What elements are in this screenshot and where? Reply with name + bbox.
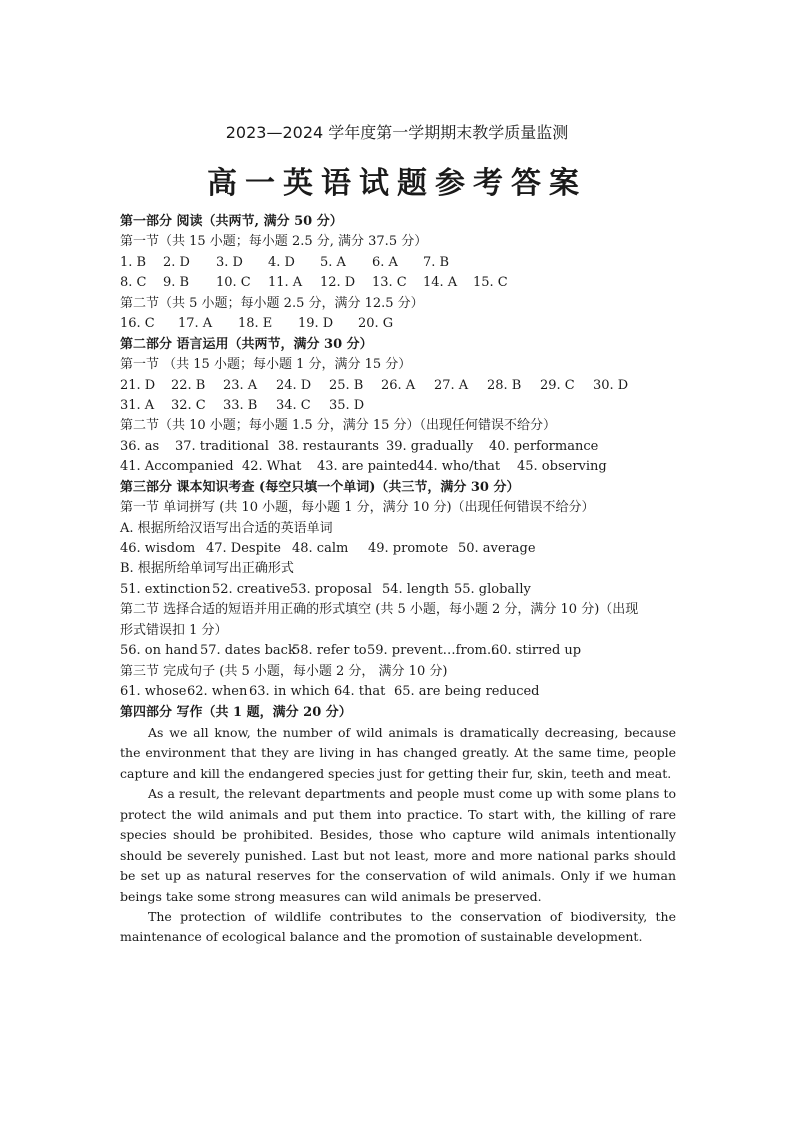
answer-item: 59. prevent…from… [367,643,500,659]
answer-item: 60. stirred up [491,643,582,659]
answer-item: 65. are being reduced [394,684,540,700]
answer-item: 24. D [276,377,312,393]
answer-item: 52. creative [212,581,291,597]
answer-item: 50. average [458,541,536,556]
answer-item: 41. Accompanied [120,459,234,475]
answer-item: 33. B [223,397,258,413]
answer-row [120,273,676,293]
answer-item: 26. A [381,377,416,393]
answer-item: 37. traditional [175,438,269,454]
part4-heading: 第四部分 写作（共 1 题，满分 20 分） [120,704,352,720]
answer-item: 5. A [320,254,346,270]
answer-item: 28. B [487,377,522,393]
answer-item: 22. B [171,377,206,393]
part1-section1-heading: 第一节（共 15 小题；每小题 2.5 分, 满分 37.5 分） [120,234,428,250]
answer-item: 34. C [276,397,311,413]
part3-section3-heading: 第三节 完成句子 (共 5 小题，每小题 2 分， 满分 10 分) [120,663,448,679]
part3-section2-heading: 第二节 选择合适的短语并用正确的形式填空 (共 5 小题，每小题 2 分，满分 10 分)（出现 [120,602,639,618]
answer-item: 54. length [382,581,449,597]
exam-subtitle: 2023—2024 学年度第一学期期末教学质量监测 [225,123,569,142]
answer-row [120,396,676,416]
answer-item: 39. gradually [386,438,474,454]
answer-item: 49. promote [368,541,449,556]
answer-row [120,376,676,396]
answer-item: 55. globally [454,581,531,597]
answer-content [120,212,676,948]
answer-item: 6. A [372,254,398,270]
answer-item: 64. that [334,684,386,700]
answer-item: 53. proposal [290,581,372,597]
answer-item: 15. C [473,275,508,291]
answer-item: 16. C [120,316,155,332]
answer-row [120,457,676,477]
answer-row [120,682,676,702]
answer-item: 9. B [163,275,190,291]
answer-item: 43. are painted [317,459,418,475]
answer-row [120,539,676,559]
answer-item: 48. calm [292,541,349,556]
part1-section2-heading: 第二节（共 5 小题；每小题 2.5 分，满分 12.5 分） [120,295,424,311]
answer-item: 30. D [593,377,629,393]
answer-item: 51. extinction [120,581,211,597]
answer-item: 14. A [423,275,458,291]
answer-row [120,253,676,273]
answer-item: 21. D [120,377,156,393]
part2-heading: 第二部分 语言运用（共两节，满分 30 分） [120,336,373,352]
answer-item: 47. Despite [206,541,281,556]
answer-item: 36. as [120,438,160,454]
answer-item: 10. C [216,275,251,291]
answer-item: 1. B [120,254,147,270]
essay-paragraph-2: As a result, the relevant departments and people must come up with some plans to protect the wild animals and put them into practice. To start with, the killing of rare species should be prohibited. Besides, those who capture wild animals intentionally should be severely punished. Last but not least, more and more national parks should be set up as natural reserves for the conservation of wild animals. Only if we human beings take some strong measures can wild animals be preserved. [120,786,676,904]
answer-item: 18. E [238,316,273,332]
answer-item: 8. C [120,275,147,291]
part1-heading: 第一部分 阅读（共两节, 满分 50 分） [120,214,343,229]
answer-item: 7. B [423,254,450,270]
answer-row [120,437,676,457]
answer-item: 27. A [434,377,469,393]
answer-row [120,314,676,334]
answer-item: 61. whose [120,684,187,700]
answer-item: 25. B [329,377,364,393]
answer-item: 29. C [540,377,575,393]
answer-item: 32. C [171,397,206,413]
answer-item: 63. in which [249,684,330,700]
answer-item: 3. D [216,254,243,270]
part2-section1-heading: 第一节 （共 15 小题；每小题 1 分，满分 15 分） [120,357,412,373]
answer-item: 58. refer to [292,643,367,659]
answer-item: 19. D [298,316,334,332]
answer-item: 2. D [163,254,190,270]
part3-section1-heading: 第一节 单词拼写 (共 10 小题，每小题 1 分，满分 10 分)（出现任何错误不给分） [120,500,595,516]
essay-paragraph-1: As we all know, the number of wild animals is dramatically decreasing, because the environment that they are living in has changed greatly. At the same time, people capture and kill the endangered species just for getting their fur, skin, teeth and meat. [120,724,676,781]
answer-item: 31. A [120,397,155,413]
essay-paragraph-3: The protection of wildlife contributes to the conservation of biodiversity, the maintenance of ecological balance and the promotion of sustainable development. [120,909,676,945]
part3-a-label: A. 根据所给汉语写出合适的英语单词 [120,520,333,536]
answer-item: 11. A [268,275,303,291]
answer-item: 46. wisdom [120,541,196,556]
answer-item: 57. dates back [200,643,296,659]
answer-item: 56. on hand [120,643,198,659]
page-title: 高一英语试题参考答案 [207,166,587,201]
answer-item: 20. G [358,316,394,332]
answer-item: 23. A [223,377,258,393]
answer-item: 17. A [178,316,213,332]
part3-heading: 第三部分 课本知识考查 (每空只填一个单词)（共三节，满分 30 分） [120,479,520,495]
answer-item: 44. who/that [417,459,501,475]
answer-item: 4. D [268,254,295,270]
answer-item: 42. What [242,459,302,475]
answer-item: 38. restaurants [278,438,379,454]
answer-item: 13. C [372,275,407,291]
part2-section2-heading: 第二节（共 10 小题；每小题 1.5 分，满分 15 分）（出现任何错误不给分） [120,418,557,434]
answer-item: 45. observing [517,459,607,475]
answer-item: 35. D [329,397,365,413]
part3-section2-heading-cont: 形式错误扣 1 分） [120,622,228,638]
answer-row [120,580,676,600]
answer-row [120,641,676,661]
answer-item: 40. performance [489,438,599,454]
answer-item: 62. when [187,684,248,700]
answer-item: 12. D [320,275,356,291]
part3-b-label: B. 根据所给单词写出正确形式 [120,561,294,577]
